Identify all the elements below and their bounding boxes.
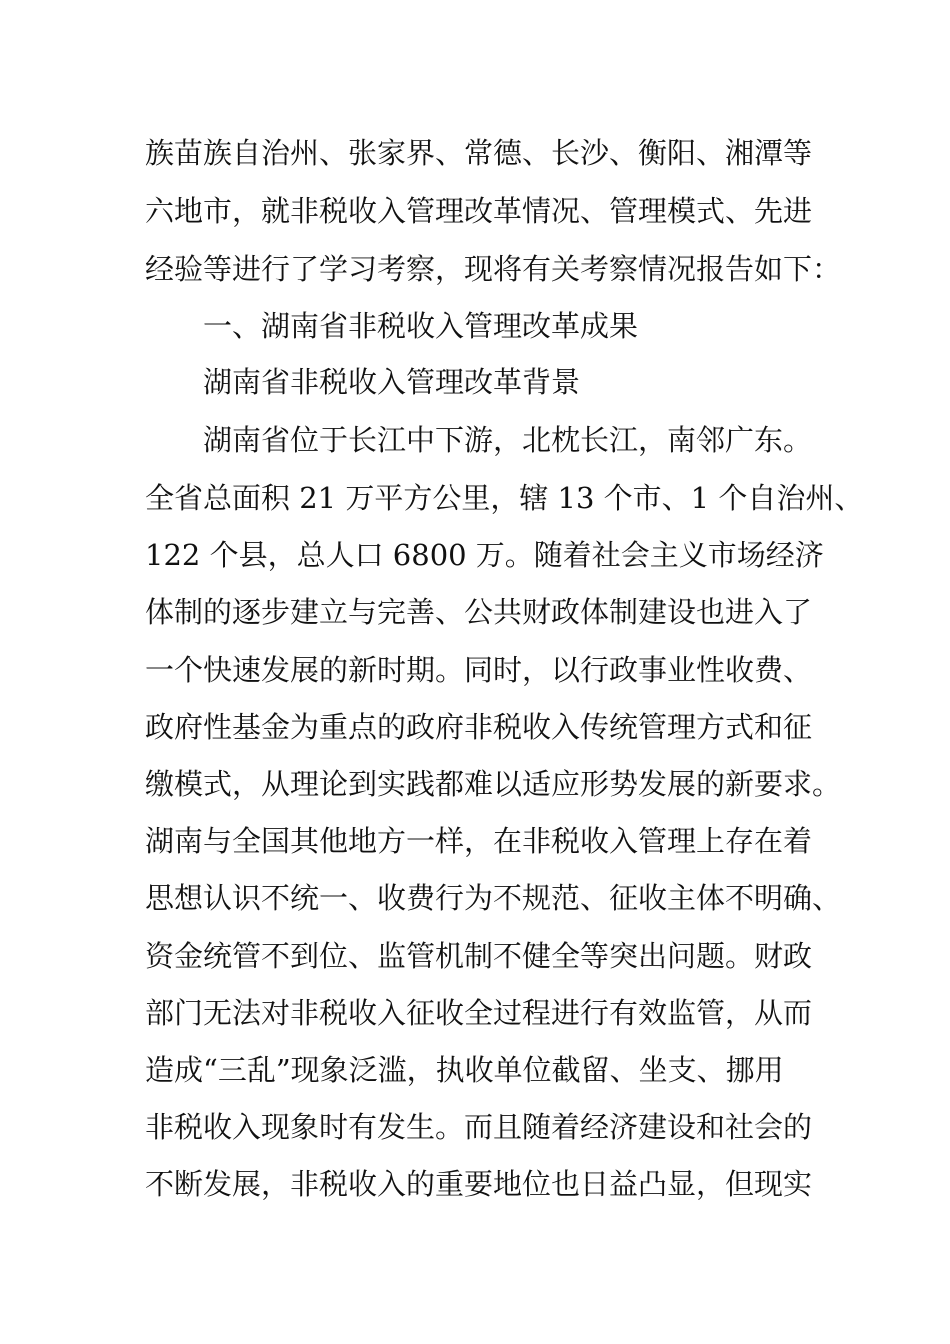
body-text-line: 122 个县，总人口 6800 万。随着社会主义市场经济 [145, 538, 824, 572]
body-text-line: 造成“三乱”现象泛滥，执收单位截留、坐支、挪用 [145, 1053, 784, 1087]
body-text-line: 经验等进行了学习考察，现将有关考察情况报告如下： [145, 252, 842, 286]
body-text-line: 缴模式，从理论到实践都难以适应形势发展的新要求。 [145, 767, 842, 801]
body-text-line: 六地市，就非税收入管理改革情况、管理模式、先进 [145, 194, 813, 228]
paragraph-first-line: 湖南省位于长江中下游，北枕长江，南邻广东。 [203, 423, 813, 457]
body-text-line: 湖南与全国其他地方一样，在非税收入管理上存在着 [145, 824, 813, 858]
body-text-line: 非税收入现象时有发生。而且随着经济建设和社会的 [145, 1110, 813, 1144]
body-text-line: 一个快速发展的新时期。同时，以行政事业性收费、 [145, 653, 813, 687]
body-text-line: 体制的逐步建立与完善、公共财政体制建设也进入了 [145, 595, 813, 629]
body-text-line: 全省总面积 21 万平方公里，辖 13 个市、1 个自治州、 [145, 481, 864, 515]
body-text-line: 不断发展，非税收入的重要地位也日益凸显，但现实 [145, 1167, 813, 1201]
subsection-heading: 湖南省非税收入管理改革背景 [203, 365, 581, 399]
body-text-line: 思想认识不统一、收费行为不规范、征收主体不明确、 [145, 881, 842, 915]
body-text-line: 部门无法对非税收入征收全过程进行有效监管，从而 [145, 996, 813, 1030]
section-heading: 一、湖南省非税收入管理改革成果 [203, 309, 639, 343]
body-text-line: 资金统管不到位、监管机制不健全等突出问题。财政 [145, 939, 813, 973]
body-text-line: 族苗族自治州、张家界、常德、长沙、衡阳、湘潭等 [145, 136, 813, 170]
body-text-line: 政府性基金为重点的政府非税收入传统管理方式和征 [145, 710, 813, 744]
